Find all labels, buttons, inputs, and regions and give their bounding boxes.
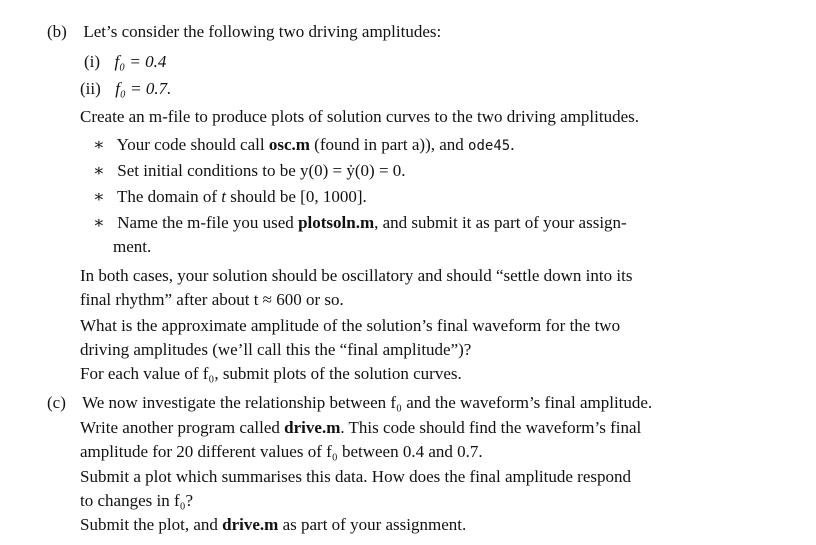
- bullet-4-plotsoln: plotsoln.m: [298, 213, 375, 232]
- bullet-4-continuation: ment.: [113, 237, 152, 256]
- para3: For each value of f₀, submit plots of the solution curves.: [80, 364, 462, 383]
- part-c-line3: amplitude for 20 different values of f₀ between 0.4 and 0.7.: [80, 442, 483, 461]
- part-c-line2: [80, 416, 641, 440]
- bullet-3-text-c: should be [0, 1000].: [226, 187, 367, 206]
- bullet-1-text-c: (found in part a)), and: [309, 135, 469, 154]
- bullet-1-osc: osc.m: [268, 135, 310, 154]
- part-b-heading: [47, 20, 441, 44]
- part-c-line1: [47, 391, 652, 415]
- part-c-line6-a: Submit the plot, and: [80, 515, 223, 534]
- item-ii: [80, 77, 171, 101]
- part-c-line6-c: as part of your assignment.: [278, 515, 467, 534]
- bullet-2: [93, 159, 406, 183]
- part-c-line2-a: Write another program called: [80, 418, 285, 437]
- bullet-3-text-a: The domain of: [116, 187, 222, 206]
- para2-line1: What is the approximate amplitude of the solution’s final waveform for the two: [80, 316, 621, 335]
- part-c-drive-1: drive.m: [284, 418, 341, 437]
- part-b-task: Create an m-file to produce plots of solution curves to the two driving amplitudes.: [80, 107, 639, 126]
- part-c-label: (c): [47, 393, 66, 412]
- bullet-1-symbol: ∗: [93, 135, 105, 154]
- para2-line2: driving amplitudes (we’ll call this the “final amplitude”)?: [80, 340, 472, 359]
- bullet-1-text-e: .: [510, 135, 515, 154]
- part-c-line6: [80, 513, 466, 537]
- bullet-3-symbol: ∗: [93, 187, 105, 206]
- bullet-2-text: Set initial conditions to be y(0) = ẏ(0) = 0.: [117, 161, 406, 180]
- part-c-line5: to changes in f₀?: [80, 491, 194, 510]
- part-c-text1: We now investigate the relationship between f₀ and the waveform’s final amplitude.: [82, 393, 653, 412]
- item-ii-equation: f₀ = 0.7.: [115, 79, 172, 98]
- item-i: [84, 50, 166, 74]
- bullet-3: [93, 185, 367, 209]
- item-i-label: (i): [84, 52, 101, 71]
- bullet-4-symbol: ∗: [93, 213, 105, 232]
- part-b-label: (b): [47, 22, 67, 41]
- item-i-equation: f₀ = 0.4: [114, 52, 167, 71]
- bullet-1-ode45: ode45: [468, 138, 511, 154]
- bullet-3-t: t: [221, 187, 227, 206]
- para1-line2: final rhythm” after about t ≈ 600 or so.: [80, 290, 344, 309]
- bullet-4-text-c: , and submit it as part of your assign-: [374, 213, 627, 232]
- part-b-intro: Let’s consider the following two driving amplitudes:: [83, 22, 442, 41]
- bullet-4: [93, 211, 627, 235]
- part-c-line2-c: . This code should find the waveform’s final: [340, 418, 642, 437]
- part-c-drive-2: drive.m: [222, 515, 279, 534]
- bullet-1: [93, 133, 514, 158]
- item-ii-label: (ii): [80, 79, 101, 98]
- part-c-line4: Submit a plot which summarises this data. How does the final amplitude respond: [80, 467, 631, 486]
- bullet-2-symbol: ∗: [93, 161, 105, 180]
- bullet-1-text-a: Your code should call: [116, 135, 269, 154]
- bullet-4-text-a: Name the m-file you used: [117, 213, 299, 232]
- para1-line1: In both cases, your solution should be oscillatory and should “settle down into its: [80, 266, 633, 285]
